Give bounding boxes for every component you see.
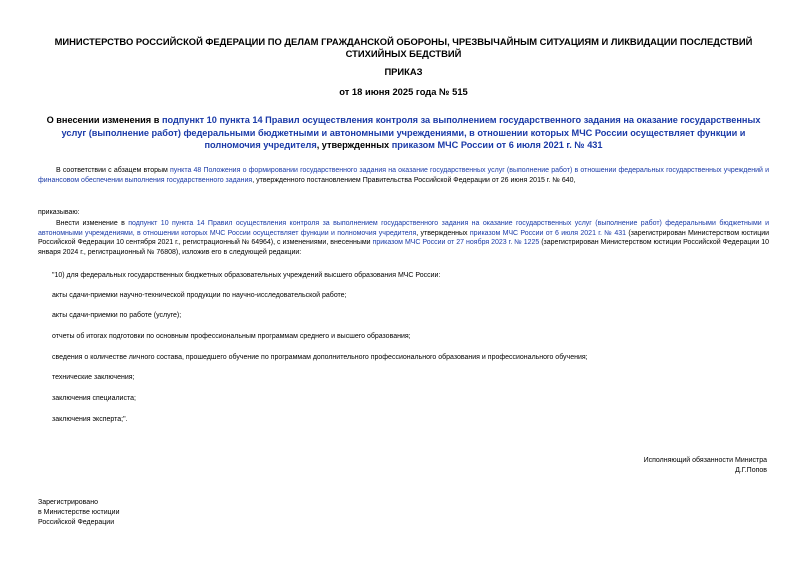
document-type: ПРИКАЗ [384,66,423,77]
body-link-order-431[interactable]: приказом МЧС России от 6 июля 2021 г. № 431 [469,229,627,237]
order-word: приказываю: [38,209,80,216]
registration-line: Российской Федерации [38,519,115,526]
title-prefix: О внесении изменения в [46,115,162,125]
body-link-rules[interactable]: подпункт 10 пункта 14 Правил осуществления контроля за выполнением государственного задания на оказание государственных услуг (выполнение работ) федеральными бюджетными и автономными учреждениями, в отношении которых МЧС России осуществляет функции и полномочия учредителя [38,220,770,237]
list-item: сведения о количестве личного состава, прошедшего обучение по программам дополнительного профессионального образования и профессионального обучения; [52,354,588,361]
body-paragraph [38,219,769,257]
list-item: акты сдачи-приемки по работе (услуге); [52,312,182,319]
title-link-order-431[interactable]: приказом МЧС России от 6 июля 2021 г. № 431 [391,140,603,150]
list-item: отчеты об итогах подготовки по основным профессиональным программам среднего и высшего образования; [52,333,411,340]
signatory-name: Д.Г.Попов [735,467,767,474]
order-date-number: от 18 июня 2025 года № 515 [339,86,468,97]
ministry-heading: МИНИСТЕРСТВО РОССИЙСКОЙ ФЕДЕРАЦИИ ПО ДЕЛАМ ГРАЖДАНСКОЙ ОБОРОНЫ, ЧРЕЗВЫЧАЙНЫМ СИТУАЦИЯМ И ЛИКВИДАЦИИ ПОСЛЕДСТВИЙ СТИХИЙНЫХ БЕДСТВИЙ [54,36,753,59]
list-item: технические заключения; [52,374,135,381]
preamble-paragraph [38,166,769,185]
title-middle: , утвержденных [316,140,392,150]
body-link-order-1225[interactable]: приказом МЧС России от 27 ноября 2023 г. № 1225 [372,239,540,247]
body-text-2: , утвержденных [416,229,470,237]
preamble-prefix: В соответствии с абзацем вторым [56,167,171,174]
list-item: акты сдачи-приемки научно-технической продукции по научно-исследовательской работе; [52,292,347,299]
signatory-position: Исполняющий обязанности Министра [643,457,767,464]
list-item: "10) для федеральных государственных бюджетных образовательных учреждений высшего образования МЧС России: [52,272,441,279]
body-text-4: (зарегистрирован Министерством юстиции Российской Федерации 10 января 2024 г., регистрационный № 76808), изложив его в следующей редакции: [38,239,769,256]
list-item: заключения эксперта;". [52,416,128,423]
registration-line: Зарегистрировано [38,499,98,506]
registration-line: в Министерстве юстиции [38,509,120,516]
list-item: заключения специалиста; [52,395,136,402]
order-title [46,114,761,152]
preamble-suffix: , утвержденного постановлением Правительства Российской Федерации от 26 июня 2015 г. № 640, [252,176,576,184]
title-link-rules[interactable]: подпункт 10 пункта 14 Правил осуществления контроля за выполнением государственного задания на оказание государственных услуг (выполнение работ) федеральными бюджетными и автономными учреждениями, в отношении которых МЧС России осуществляет функции и полномочия учредителя [61,115,761,150]
body-text-1: Внести изменение в [56,220,129,227]
body-text-3: (зарегистрирован Министерством юстиции Российской Федерации 10 сентября 2021 г., регистрационный № 64964), с изменениями, внесенными [38,229,770,247]
preamble-link-regulation[interactable]: пункта 48 Положения о формировании государственного задания на оказание государственных услуг (выполнение работ) в отношении федеральных государственных учреждений и финансовом обеспечении выполнения государственного задания [38,167,769,184]
